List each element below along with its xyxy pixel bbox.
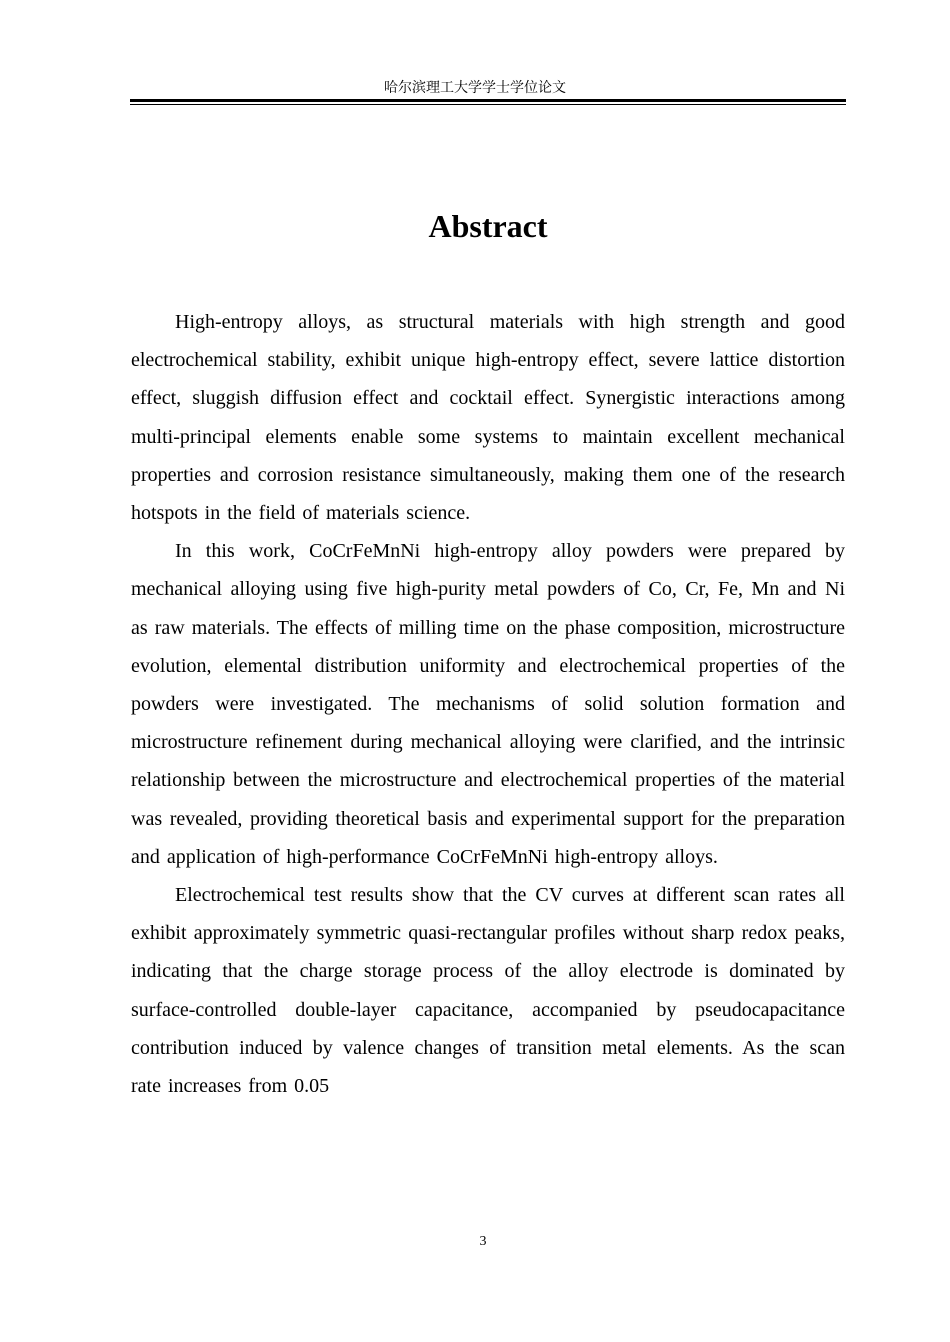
running-header: 哈尔滨理工大学学士学位论文: [384, 80, 566, 96]
paragraph-2: In this work, CoCrFeMnNi high-entropy alloy powders were prepared by mechanical alloying using five high-purity metal powders of Co, Cr, Fe, Mn and Ni as raw materials. The effects of milling time on the phase composition, microstructure evolution, elemental distribution uniformity and electrochemical properties of the powders were investigated. The mechanisms of solid solution formation and microstructure refinement during mechanical alloying were clarified, and the intrinsic relationship between the microstructure and electrochemical properties of the material was revealed, providing theoretical basis and experimental support for the preparation and application of high-performance CoCrFeMnNi high-entropy alloys.: [131, 540, 845, 868]
page-number: 3: [479, 1234, 487, 1249]
paragraph-1: High-entropy alloys, as structural materials with high strength and good electrochemical stability, exhibit unique high-entropy effect, severe lattice distortion effect, sluggish diffusion effect and cocktail effect. Synergistic interactions among multi-principal elements enable some systems to maintain excellent mechanical properties and corrosion resistance simultaneously, making them one of the research hotspots in the field of materials science.: [131, 311, 845, 525]
abstract-body: [131, 303, 845, 1105]
header-rule-thick: [130, 99, 846, 102]
header-rule-thin: [130, 104, 846, 105]
paragraph-3: Electrochemical test results show that the CV curves at different scan rates all exhibit approximately symmetric quasi-rectangular profiles without sharp redox peaks, indicating that the charge storage process of the alloy electrode is dominated by surface-controlled double-layer capacitance, accompanied by pseudocapacitance contribution induced by valence changes of transition metal elements. As the scan rate increases from 0.05: [131, 884, 845, 1098]
section-title: Abstract: [428, 208, 548, 244]
